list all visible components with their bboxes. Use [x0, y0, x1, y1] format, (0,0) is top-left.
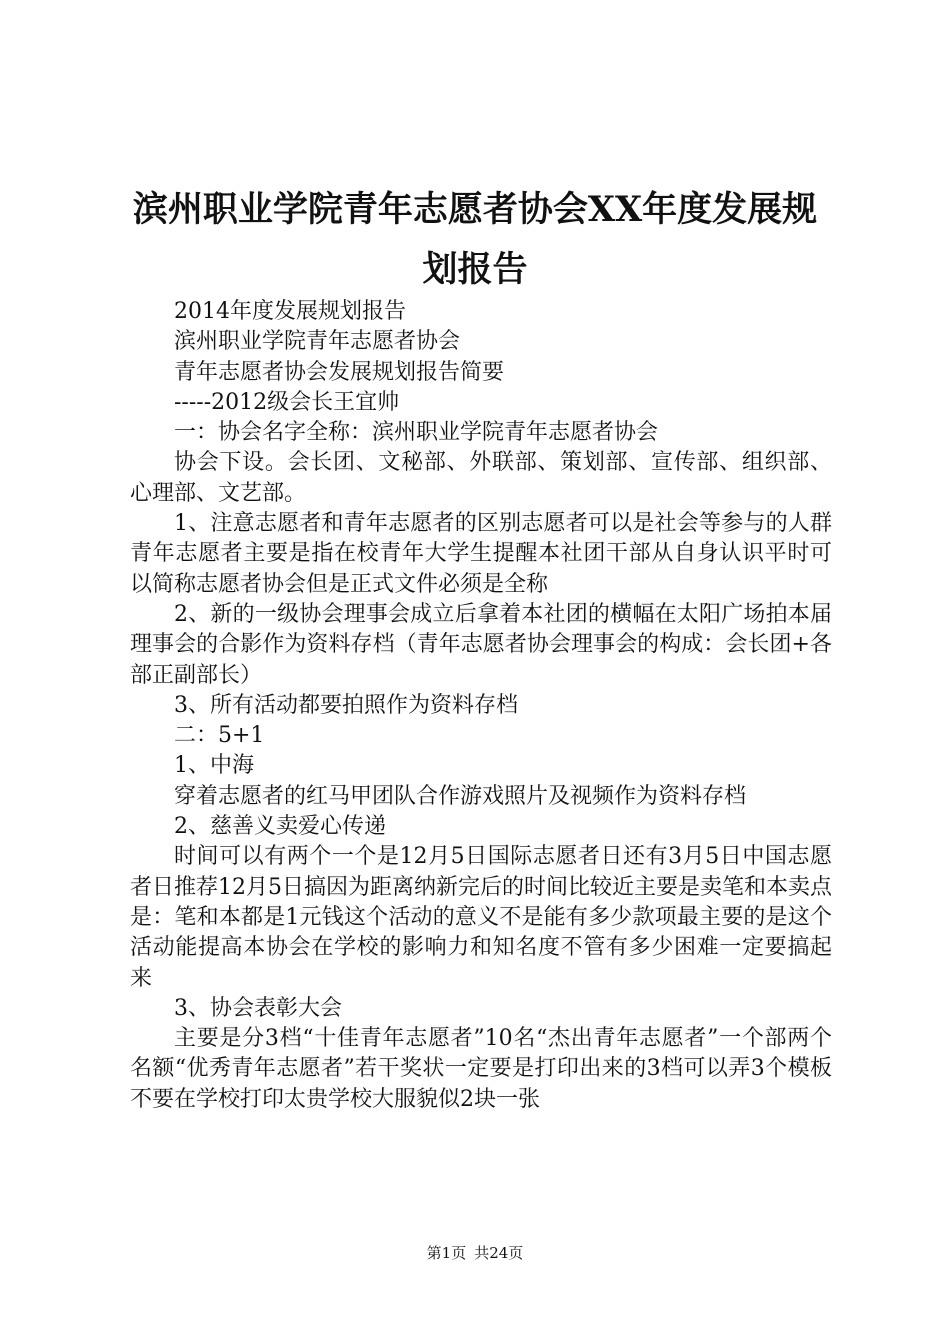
paragraph: 穿着志愿者的红马甲团队合作游戏照片及视频作为资料存档 [174, 783, 747, 809]
paragraph: 3、协会表彰大会 [174, 995, 342, 1021]
paragraph: 主要是分3档“十佳青年志愿者”10名“杰出青年志愿者”一个部两个名额“优秀青年志愿者”若干奖状一定要是打印出来的3档可以弄3个模板不要在学校打印太贵学校大服貌似2块一张 [130, 1026, 832, 1112]
paragraph: 二：5+1 [174, 723, 265, 749]
paragraph: 青年志愿者协会发展规划报告简要 [174, 359, 505, 385]
paragraph: 1、注意志愿者和青年志愿者的区别志愿者可以是社会等参与的人群青年志愿者主要是指在校青年大学生提醒本社团干部从自身认识平时可以简称志愿者协会但是正式文件必须是全称 [130, 511, 832, 597]
document-title: 滨州职业学院青年志愿者协会XX年度发展规划报告 [132, 189, 818, 290]
paragraph: 2、慈善义卖爱心传递 [174, 814, 386, 840]
paragraph: 滨州职业学院青年志愿者协会 [174, 329, 461, 355]
paragraph: 2014年度发展规划报告 [174, 299, 406, 324]
paragraph: 一：协会名字全称：滨州职业学院青年志愿者协会 [174, 420, 659, 446]
paragraph: -----2012级会长王宜帅 [174, 389, 400, 415]
paragraph: 2、新的一级协会理事会成立后拿着本社团的横幅在太阳广场拍本届理事会的合影作为资料存档（青年志愿者协会理事会的构成：会长团+各部正副部长） [130, 601, 832, 688]
page-total: 共24页 [474, 1244, 524, 1262]
document-body [130, 297, 832, 1115]
paragraph: 时间可以有两个一个是12月5日国际志愿者日还有3月5日中国志愿者日推荐12月5日搞因为距离纳新完后的时间比较近主要是卖笔和本卖点是：笔和本都是1元钱这个活动的意义不是能有多少款项最主要的是这个活动能提高本协会在学校的影响力和知名度不管有多少困难一定要搞起来 [130, 844, 832, 991]
paragraph: 1、中海 [174, 753, 254, 779]
page-number: 第1页 [426, 1244, 467, 1262]
page-footer [0, 1243, 950, 1263]
paragraph: 协会下设。会长团、文秘部、外联部、策划部、宣传部、组织部、心理部、文艺部。 [130, 450, 832, 506]
paragraph: 3、所有活动都要拍照作为资料存档 [174, 692, 518, 718]
